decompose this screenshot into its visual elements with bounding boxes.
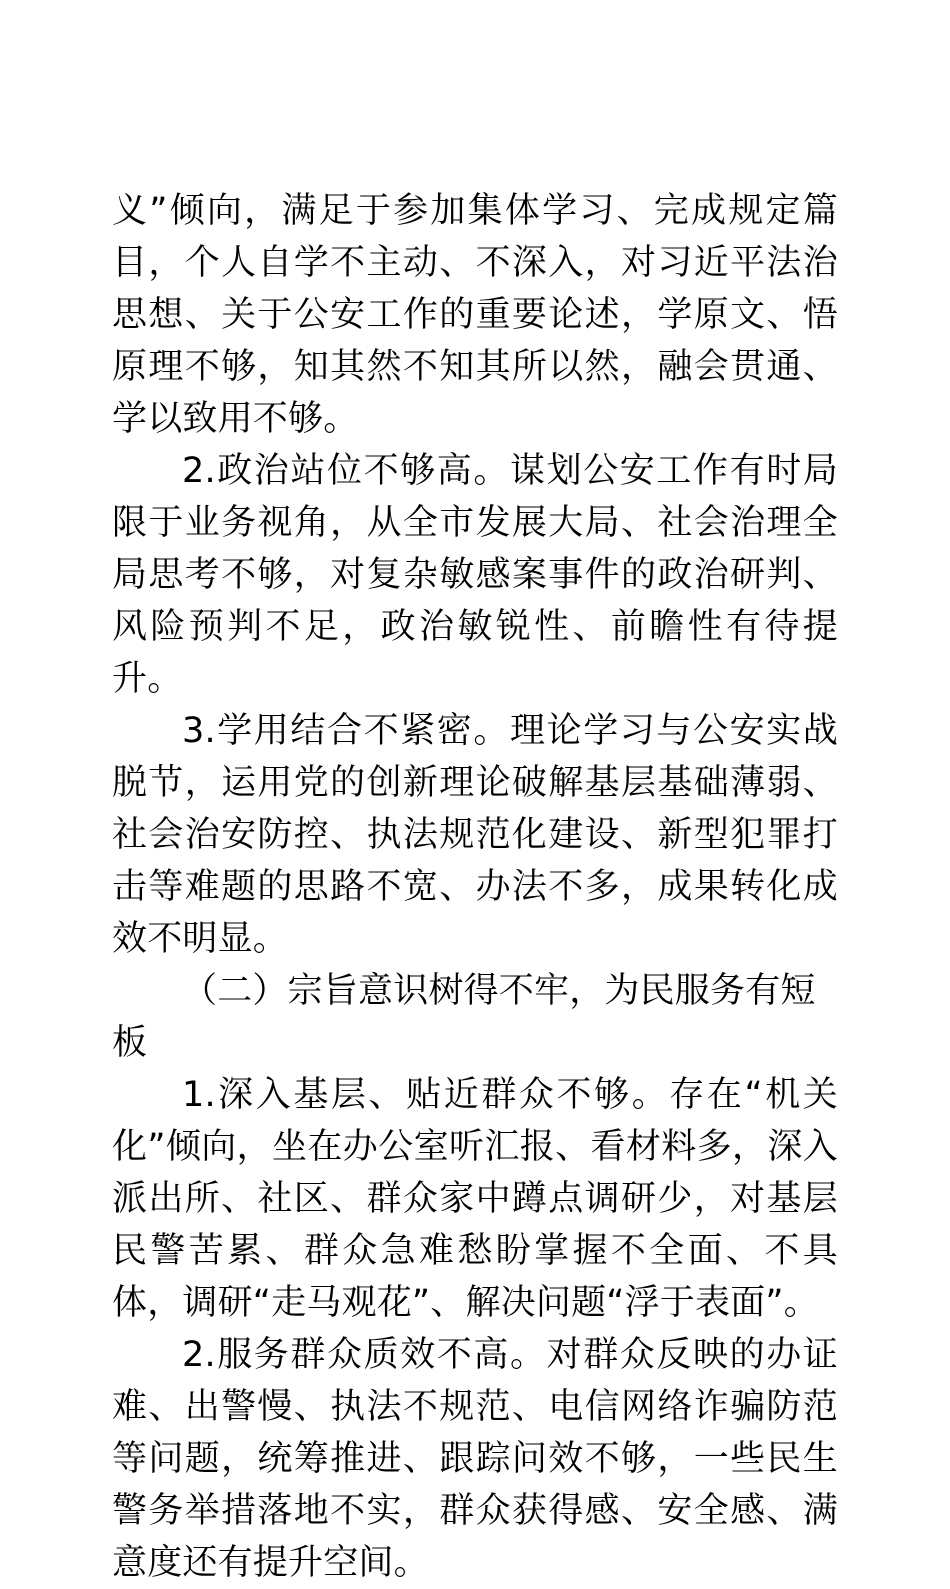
paragraph-item-2-1: 1.深入基层、贴近群众不够。存在“机关化”倾向，坐在办公室听汇报、看材料多，深入派出所、社区、群众家中蹲点调研少，对基层民警苦累、群众急难愁盼掌握不全面、不具体，调研“走马观花”、解决问题“浮于表面”。 [112,1075,838,1323]
paragraph-item-1-3: 3.学用结合不紧密。理论学习与公安实战脱节，运用党的创新理论破解基层基础薄弱、社会治安防控、执法规范化建设、新型犯罪打击等难题的思路不宽、办法不多，成果转化成效不明显。 [112,711,838,959]
document-body [112,185,838,1589]
paragraph-continued: 义”倾向，满足于参加集体学习、完成规定篇目，个人自学不主动、不深入，对习近平法治思想、关于公安工作的重要论述，学原文、悟原理不够，知其然不知其所以然，融会贯通、学以致用不够。 [112,191,838,439]
paragraph-item-2-2: 2.服务群众质效不高。对群众反映的办证难、出警慢、执法不规范、电信网络诈骗防范等问题，统筹推进、跟踪问效不够，一些民生警务举措落地不实，群众获得感、安全感、满意度还有提升空间。 [112,1335,838,1583]
section-heading-two: （二）宗旨意识树得不牢，为民服务有短板 [112,971,816,1063]
paragraph-item-1-2: 2.政治站位不够高。谋划公安工作有时局限于业务视角，从全市发展大局、社会治理全局思考不够，对复杂敏感案事件的政治研判、风险预判不足，政治敏锐性、前瞻性有待提升。 [112,451,838,699]
